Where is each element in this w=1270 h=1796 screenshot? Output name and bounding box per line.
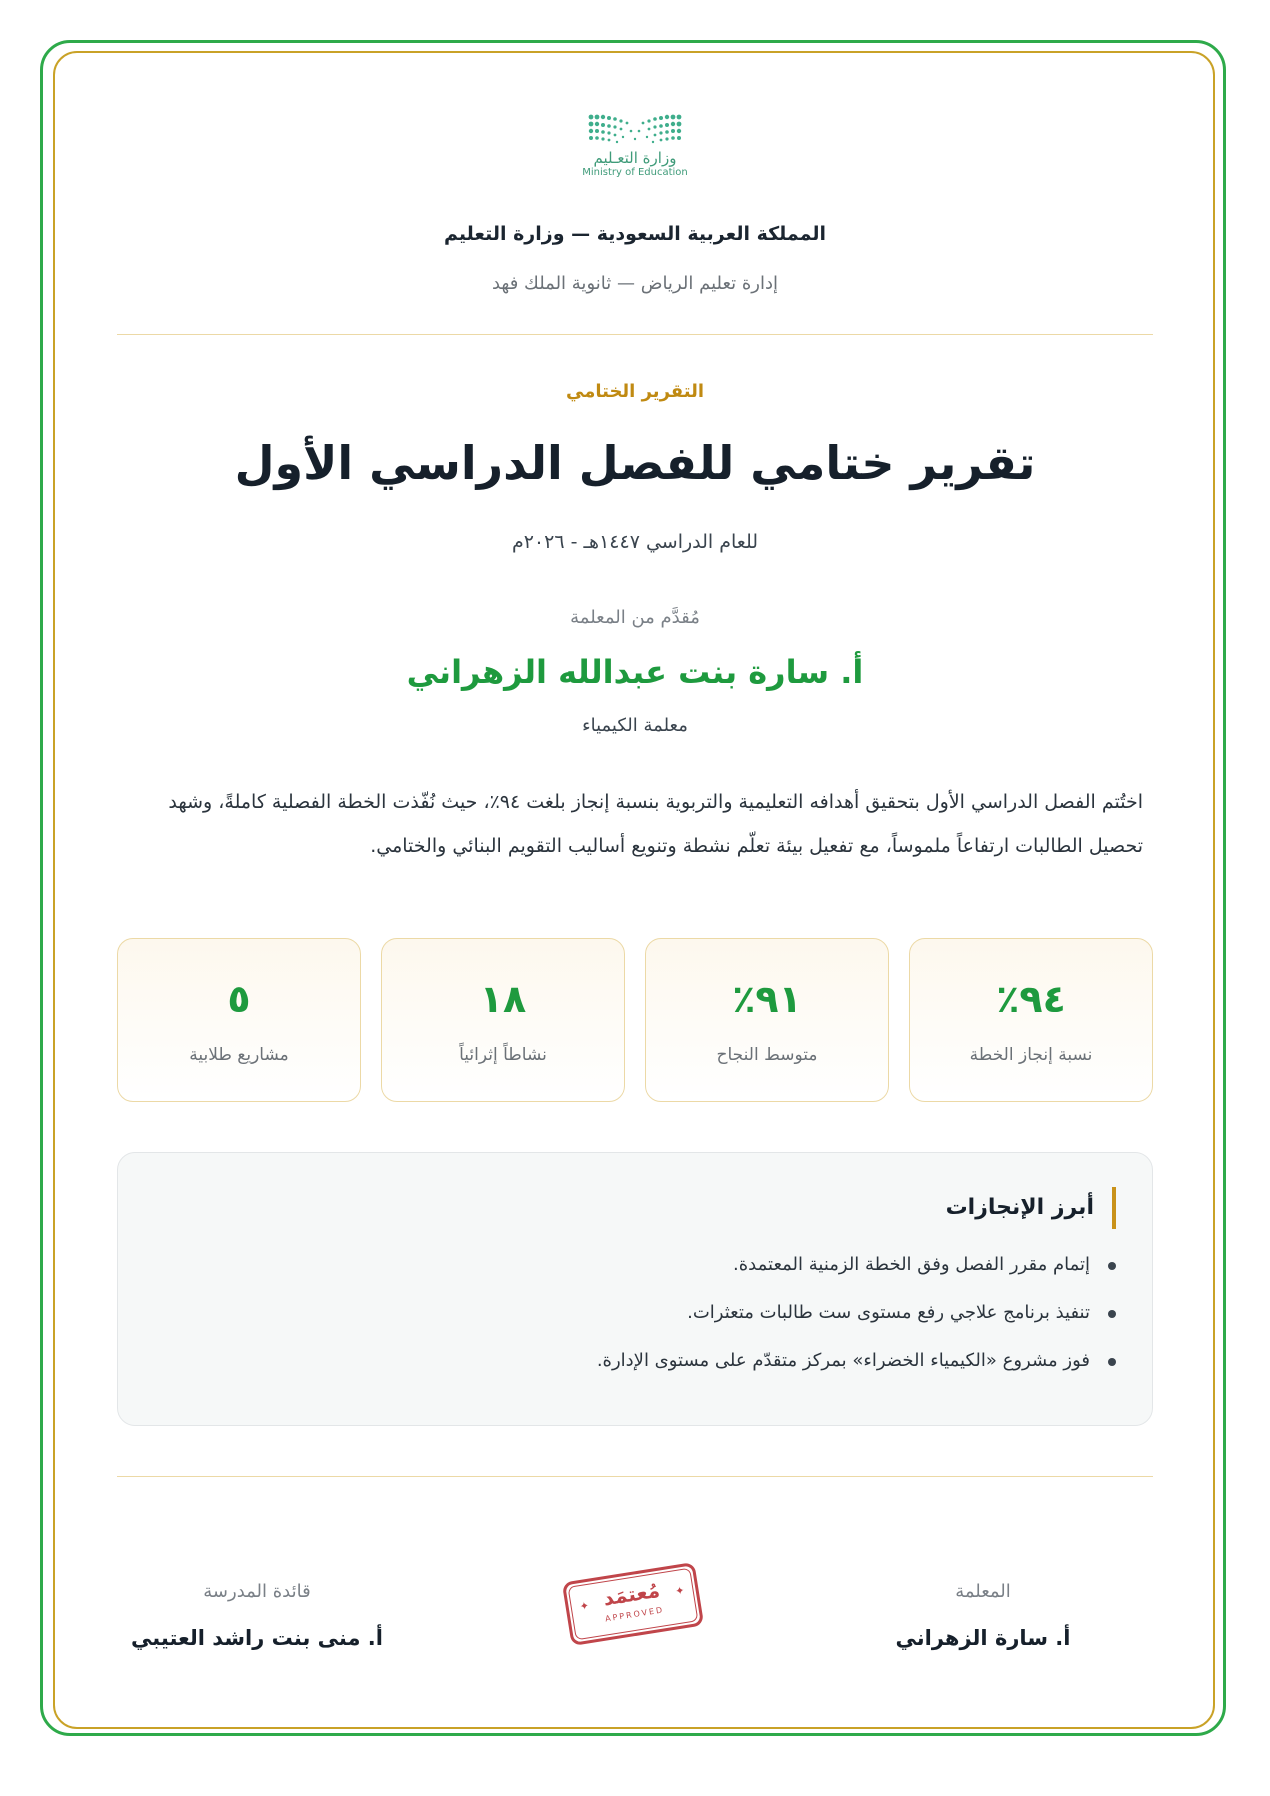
stat-card: [117, 938, 361, 1102]
stat-card: [645, 938, 889, 1102]
teacher-subject: معلمة الكيمياء: [582, 715, 688, 736]
achievement-text: إتمام مقرر الفصل وفق الخطة الزمنية المعتمدة.: [733, 1254, 1090, 1275]
teacher-name: أ. سارة بنت عبدالله الزهراني: [406, 653, 864, 691]
district-line: إدارة تعليم الرياض — ثانوية الملك فهد: [491, 273, 779, 294]
academic-year: للعام الدراسي ١٤٤٧هـ - ٢٠٢٦م: [511, 531, 759, 553]
signature-name: أ. سارة الزهراني: [895, 1626, 1071, 1650]
divider: [117, 1476, 1153, 1477]
bullet-icon: [1108, 1310, 1116, 1318]
stat-label: نسبة إنجاز الخطة: [969, 1045, 1093, 1065]
report-summary: اختُتم الفصل الدراسي الأول بتحقيق أهدافه التعليمية والتربوية بنسبة إنجاز بلغت ٩٤٪، حيث نُفّذت الخطة الفصلية كاملةً، وشهد تحصيل الطالبات ارتفاعاً ملموساً، مع تفعيل بيئة تعلّم نشطة وتنويع أساليب التقويم البنائي والختامي.: [168, 791, 1143, 857]
list-item: [154, 1301, 1116, 1325]
signature-role: المعلمة: [955, 1581, 1011, 1602]
stat-label: مشاريع طلابية: [189, 1045, 289, 1065]
stat-card: [909, 938, 1153, 1102]
kingdom-heading: المملكة العربية السعودية — وزارة التعليم: [443, 223, 827, 245]
stamp-text-ar: مُعتمَد: [601, 1577, 662, 1611]
list-item: [154, 1253, 1116, 1277]
achievement-text: تنفيذ برنامج علاجي رفع مستوى ست طالبات متعثرات.: [687, 1302, 1090, 1323]
list-item: [154, 1349, 1116, 1373]
ministry-name-ar: وزارة التعـليم: [593, 149, 677, 167]
stats-row: [117, 938, 1153, 1102]
stat-value: ٥: [227, 977, 251, 1021]
report-content: [117, 51, 1153, 1729]
ministry-name-en: Ministry of Education: [582, 167, 688, 178]
star-icon: ✦: [674, 1583, 686, 1599]
stat-value: ١٨: [479, 977, 527, 1021]
stat-value: ٩١٪: [732, 977, 802, 1021]
ministry-logo: [117, 113, 1153, 197]
stat-value: ٩٤٪: [996, 977, 1066, 1021]
teacher-signature: [853, 1581, 1113, 1650]
achievements-list: [154, 1253, 1116, 1397]
stat-card: [381, 938, 625, 1102]
approved-stamp: [562, 1562, 704, 1646]
signature-role: قائدة المدرسة: [203, 1581, 311, 1602]
signature-name: أ. منى بنت راشد العتيبي: [131, 1626, 383, 1650]
star-icon: ✦: [578, 1598, 590, 1614]
bullet-icon: [1108, 1262, 1116, 1270]
report-kicker: التقرير الختامي: [565, 381, 704, 402]
stamp-text-en: APPROVED: [604, 1605, 665, 1624]
stat-label: متوسط النجاح: [716, 1045, 818, 1065]
achievements-panel: [117, 1152, 1153, 1426]
presented-by-label: مُقدَّم من المعلمة: [570, 607, 700, 628]
divider: [117, 334, 1153, 335]
ministry-logo-icon: [587, 113, 683, 147]
achievements-title: أبرز الإنجازات: [946, 1187, 1116, 1229]
bullet-icon: [1108, 1358, 1116, 1366]
achievement-text: فوز مشروع «الكيمياء الخضراء» بمركز متقدّم على مستوى الإدارة.: [596, 1350, 1090, 1371]
principal-signature: [127, 1581, 387, 1650]
stat-label: نشاطاً إثرائياً: [459, 1045, 547, 1065]
report-title: تقرير ختامي للفصل الدراسي الأول: [234, 436, 1036, 490]
